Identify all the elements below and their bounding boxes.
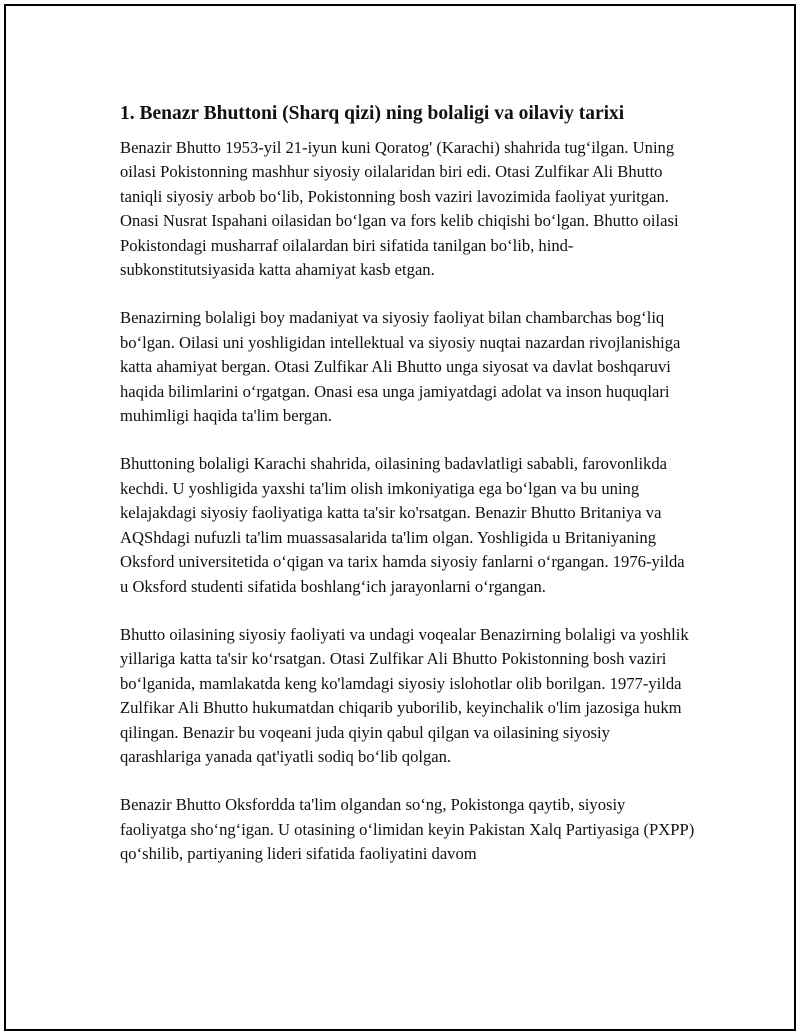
document-body [120, 101, 695, 891]
paragraph-5: Benazir Bhutto Oksfordda ta'lim olgandan so‘ng, Pokistonga qaytib, siyosiy faoliyatga sho‘ng‘igan. U otasining o‘limidan keyin Pakistan Xalq Partiyasiga (PXPP) qo‘shilib, partiyaning lideri sifatida faoliyatini davom [120, 795, 695, 864]
paragraph-3: Bhuttoning bolaligi Karachi shahrida, oilasining badavlatligi sababli, farovonlikda kechdi. U yoshligida yaxshi ta'lim olish imkoniyatiga ega bo‘lgan va bu uning kelajakdagi siyosiy faoliyatiga katta ta'sir ko'rsatgan. Benazir Bhutto Britaniya va AQShdagi nufuzli ta'lim muassasalarida ta'lim olgan. Yoshligida u Britaniyaning Oksford universitetida o‘qigan va tarix hamda siyosiy fanlarni o‘rgangan. 1976-yilda u Oksford studenti sifatida boshlang‘ich jarayonlarni o‘rgangan. [120, 454, 685, 596]
paragraph-4: Bhutto oilasining siyosiy faoliyati va undagi voqealar Benazirning bolaligi va yoshlik yillariga katta ta'sir ko‘rsatgan. Otasi Zulfikar Ali Bhutto Pokistonning bosh vaziri bo‘lganida, mamlakatda keng ko'lamdagi siyosiy islohotlar olib borilgan. 1977-yilda Zulfikar Ali Bhutto hukumatdan chiqarib yuborilib, keyinchalik o'lim jazosiga hukm qilingan. Benazir bu voqeani juda qiyin qabul qilgan va oilasining siyosiy qarashlariga yanada qat'iyatli sodiq bo‘lib qolgan. [120, 624, 689, 766]
paragraph-1: Benazir Bhutto 1953-yil 21-iyun kuni Qoratog' (Karachi) shahrida tug‘ilgan. Uning oilasi Pokistonning mashhur siyosiy oilalaridan biri edi. Otasi Zulfikar Ali Bhutto taniqli siyosiy arbob bo‘lib, Pokistonning bosh vaziri lavozimida faoliyat yuritgan. Onasi Nusrat Ispahani oilasidan bo‘lgan va fors kelib chiqishi bo‘lgan. Bhutto oilasi Pokistondagi musharraf oilalardan biri sifatida tanilgan bo‘lib, hind-subkonstitutsiyasida katta ahamiyat kasb etgan. [120, 138, 679, 280]
paragraph-2: Benazirning bolaligi boy madaniyat va siyosiy faoliyat bilan chambarchas bog‘liq bo‘lgan. Oilasi uni yoshligidan intellektual va siyosiy nuqtai nazardan rivojlanishiga katta ahamiyat bergan. Otasi Zulfikar Ali Bhutto unga siyosat va davlat boshqaruvi haqida bilimlarini o‘rgatgan. Onasi esa unga jamiyatdagi adolat va inson huquqlari muhimligi haqida ta'lim bergan. [120, 308, 681, 426]
section-heading: 1. Benazr Bhuttoni (Sharq qizi) ning bolaligi va oilaviy tarixi [120, 103, 625, 124]
page-frame [4, 4, 796, 1031]
